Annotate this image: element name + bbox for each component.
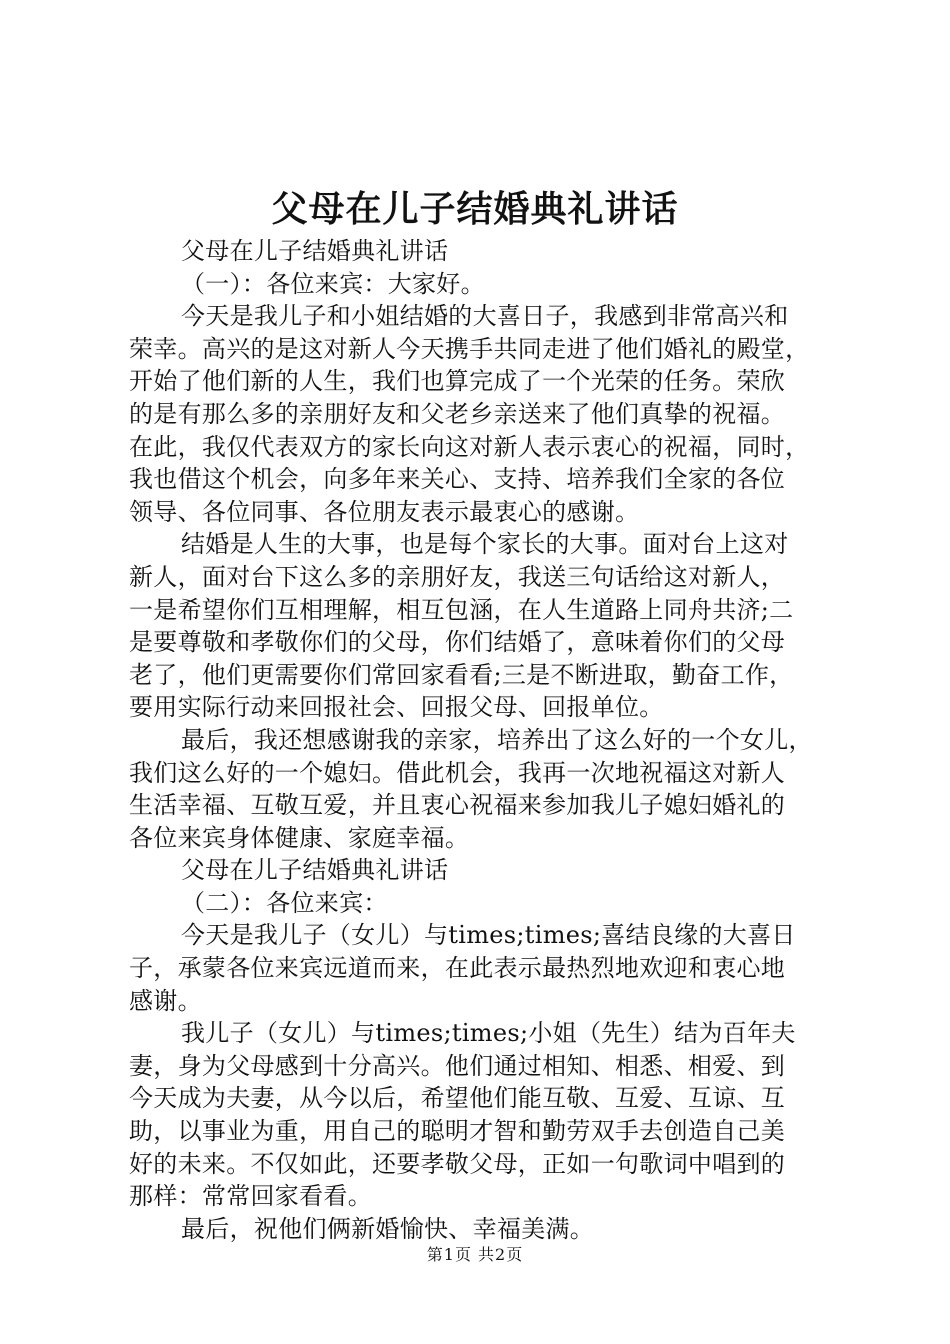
text-line: 我儿子（女儿）与times;times;小姐（先生）结为百年夫 (181, 1019, 796, 1048)
text-line: 新人，面对台下这么多的亲朋好友，我送三句话给这对新人， (129, 562, 786, 591)
text-line: 的是有那么多的亲朋好友和父老乡亲送来了他们真挚的祝福。 (129, 399, 786, 428)
text-line: 子，承蒙各位来宾远道而来，在此表示最热烈地欢迎和衷心地 (129, 954, 786, 983)
text-line: 那样：常常回家看看。 (129, 1182, 372, 1211)
text-line: （二）：各位来宾： (181, 888, 388, 917)
text-line: 各位来宾身体健康、家庭幸福。 (129, 823, 470, 852)
text-line: 好的未来。不仅如此，还要孝敬父母，正如一句歌词中唱到的 (129, 1149, 786, 1178)
text-line: 老了，他们更需要你们常回家看看;三是不断进取，勤奋工作， (129, 660, 794, 689)
text-line: 最后，我还想感谢我的亲家，培养出了这么好的一个女儿， (181, 725, 813, 754)
text-line: 今天是我儿子（女儿）与times;times;喜结良缘的大喜日 (181, 921, 796, 950)
text-line: 领导、各位同事、各位朋友表示最衷心的感谢。 (129, 497, 640, 526)
text-line: 妻，身为父母感到十分高兴。他们通过相知、相悉、相爱、到 (129, 1051, 786, 1080)
text-line: 父母在儿子结婚典礼讲话 (181, 237, 449, 265)
document-body (129, 235, 845, 1245)
text-line: 一是希望你们互相理解，相互包涵，在人生道路上同舟共济;二 (129, 595, 794, 624)
text-line: 最后，祝他们俩新婚愉快、幸福美满。 (181, 1214, 595, 1243)
document-title: 父母在儿子结婚典礼讲话 (271, 188, 679, 230)
text-line: 我也借这个机会，向多年来关心、支持、培养我们全家的各位 (129, 465, 786, 494)
text-line: 生活幸福、互敬互爱，并且衷心祝福来参加我儿子媳妇婚礼的 (129, 791, 786, 820)
text-line: 要用实际行动来回报社会、回报父母、回报单位。 (129, 693, 664, 722)
text-line: （一）：各位来宾：大家好。 (181, 269, 485, 298)
text-line: 是要尊敬和孝敬你们的父母，你们结婚了，意味着你们的父母 (129, 628, 786, 657)
text-line: 结婚是人生的大事，也是每个家长的大事。面对台上这对 (181, 530, 789, 559)
text-line: 荣幸。高兴的是这对新人今天携手共同走进了他们婚礼的殿堂， (129, 334, 810, 363)
text-line: 助，以事业为重，用自己的聪明才智和勤劳双手去创造自己美 (129, 1117, 786, 1146)
page-footer: 第1页 共2页 (426, 1245, 524, 1264)
text-line: 在此，我仅代表双方的家长向这对新人表示衷心的祝福，同时， (129, 432, 810, 461)
text-line: 今天是我儿子和小姐结婚的大喜日子，我感到非常高兴和 (181, 302, 789, 331)
text-line: 我们这么好的一个媳妇。借此机会，我再一次地祝福这对新人 (129, 758, 786, 787)
text-line: 父母在儿子结婚典礼讲话 (181, 856, 449, 885)
text-line: 今天成为夫妻，从今以后，希望他们能互敬、互爱、互谅、互 (129, 1084, 786, 1113)
text-line: 感谢。 (129, 986, 202, 1015)
text-line: 开始了他们新的人生，我们也算完成了一个光荣的任务。荣欣 (129, 367, 786, 396)
